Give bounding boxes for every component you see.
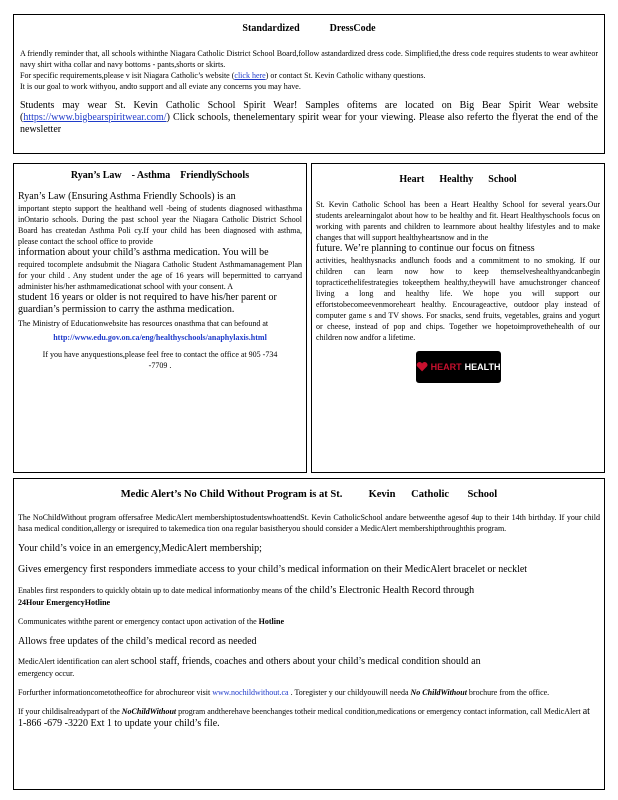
medic-benefit-communicates: Communicates withthe parent or emergency contact upon activation of the Hotline [18,617,285,626]
medic-further-info: Forfurther informationcometotheoffice for abrochureor visit www.nochildwithout.ca . Toregister y our childyouwill needa No ChildWithout brochure from the office. [18,688,550,697]
medic-benefit-ehr: Enables first responders to quickly obtain up to date medical informationby means of the child’s Electronic Health Record through [18,585,475,596]
medic-already-part: If your childisalreadypart of the NoChildWithout program andtherehave beenchanges totheir medical condition,medications or emergency contact information, call MedicAlert at 1-866 -679 -3220 Ext 1 to update your child’s file. [18,706,590,729]
heart-icon [416,361,428,373]
nochildwithout-link[interactable]: www.nochildwithout.ca [212,688,289,697]
logo-heart-text: HEART [430,362,462,372]
ministry-url[interactable]: http://www.edu.gov.on.ca/eng/healthyschools/anaphylaxis.html [53,333,267,342]
click-here-link[interactable]: click here [234,71,266,80]
heart-healthy-future: future. We’re planning to continue our focus on fitness [316,243,535,254]
dress-code-title: Standardized DressCode [242,23,376,34]
heart-healthy-paragraph: St. Kevin Catholic School has been a Heart Healthy School for several years.Our students arelearningalot about how to be healthy and fit. Heart Healthyschools focus on working with parents and children to learnmore about healthy lifestyles and to make changes that will support healthyheartsnow and in the [316,200,600,242]
heart-health-logo [416,351,501,383]
ryans-law-title: Ryan’s Law - Asthma FriendlySchools [70,170,250,181]
medic-benefit-access: Gives emergency first responders immediate access to your child’s medical information on their MedicAlert bracelet or necklet [18,564,528,575]
medic-benefit-voice: Your child’s voice in an emergency,MedicAlert membership; [18,543,262,554]
medic-benefit-updates: Allows free updates of the child’s medical record as needed [18,636,257,647]
dress-code-requirements: For specific requirements,please v isit Niagara Catholic’s website (click here) or contact St. Kevin Catholic withany questions. [20,71,426,80]
ryans-law-plan: required tocomplete andsubmit the Niagara Catholic Student Asthmamanagement Plan for your child . Any student under the age of 16 years will bepermitted to carryand administer his/her asthmamedicationat school with your consent. A [18,260,302,291]
heart-healthy-activities: activities, healthysnacks andlunch foods and a commitment to no smoking. If our children can learn now how to keep themselveshealthyandcanbegin topracticethelifestrategies tokeepthem healthy,theywill have amuchstronger chanceof living a long and healthy life. We hope you will support our effortstobecomeevenmoreheart healthy. Encourageactive, outdoor play instead of computer game s and TV shows. For snacks, send fruits, vegetables, grains and yogurt or cheese, instead of pop and chips. Together we hopetoimprovethehealth of our children now andfor a lifetime. [316,256,600,342]
ryans-law-paragraph: important stepto support the healthand well -being of students diagnosed withasthma inOntario schools. During the past school year the Niagara Catholic District School Board has createdan Asthma Poli cy.If your child has been diagnosed with asthma, please contact the school office to provide [18,204,302,246]
dress-code-paragraph: A friendly reminder that, all schools withinthe Niagara Catholic District School Board,follow astandardized dress code. Simplified,the dress code requires students to wear awhiteor navy shirt witha collar and navy bottoms - pants,shorts or skirts. [20,49,598,69]
ryans-law-ministry: The Ministry of Educationwebsite has resources onasthma that can befound at [18,319,269,328]
ryans-law-section [13,163,307,473]
heart-healthy-title: Heart Healthy School [399,174,517,185]
medic-alert-title: Medic Alert’s No Child Without Program is at St. Kevin Catholic School [120,489,498,500]
ryans-law-intro: Ryan’s Law (Ensuring Asthma Friendly Schools) is an [18,191,236,202]
heart-healthy-section [311,163,605,473]
medic-alert-intro: The NoChildWithout program offersafree MedicAlert membershiptostudentswhoattendSt. Kevin CatholicSchool andare betweenthe agesof 4up to their 14th birthday. If your child hasa medical condition,allergy or isrequired to takemedica tion ona regular basistheryou should consider a MedicAlert membershipthroughthis program. [18,513,600,533]
logo-health-text: HEALTH [464,362,501,372]
spirit-wear-link[interactable]: https://www.bigbearspiritwear.com/ [23,112,167,123]
ryans-law-age-note: student 16 years or older is not required to have his/her parent or guardian’s permission to carry the asthma medication. [18,292,277,315]
medic-identification: MedicAlert identification can alert school staff, friends, coaches and others about your child’s medical condition should an emergency occur. [18,656,481,678]
medic-alert-section [13,478,605,790]
ryans-law-contact: If you have anyquestions,please feel free to contact the office at 905 -734 -7709 . [42,350,278,370]
medic-hotline-label: 24Hour EmergencyHotline [18,598,111,607]
spirit-wear-paragraph: Students may wear St. Kevin Catholic School Spirit Wear! Samples ofitems are located on Big Bear Spirit Wear website (https://www.bigbearspiritwear.com/) Click schools, thenelementary spirit wear for your viewing. Please also referto the flyerat the end of the newsletter [20,100,598,135]
dress-code-goal: It is our goal to work withyou, andto support and all eviate any concerns you may have. [20,82,301,91]
dress-code-section [13,14,605,154]
ryans-law-medication: information about your child’s asthma medication. You will be [18,247,269,258]
